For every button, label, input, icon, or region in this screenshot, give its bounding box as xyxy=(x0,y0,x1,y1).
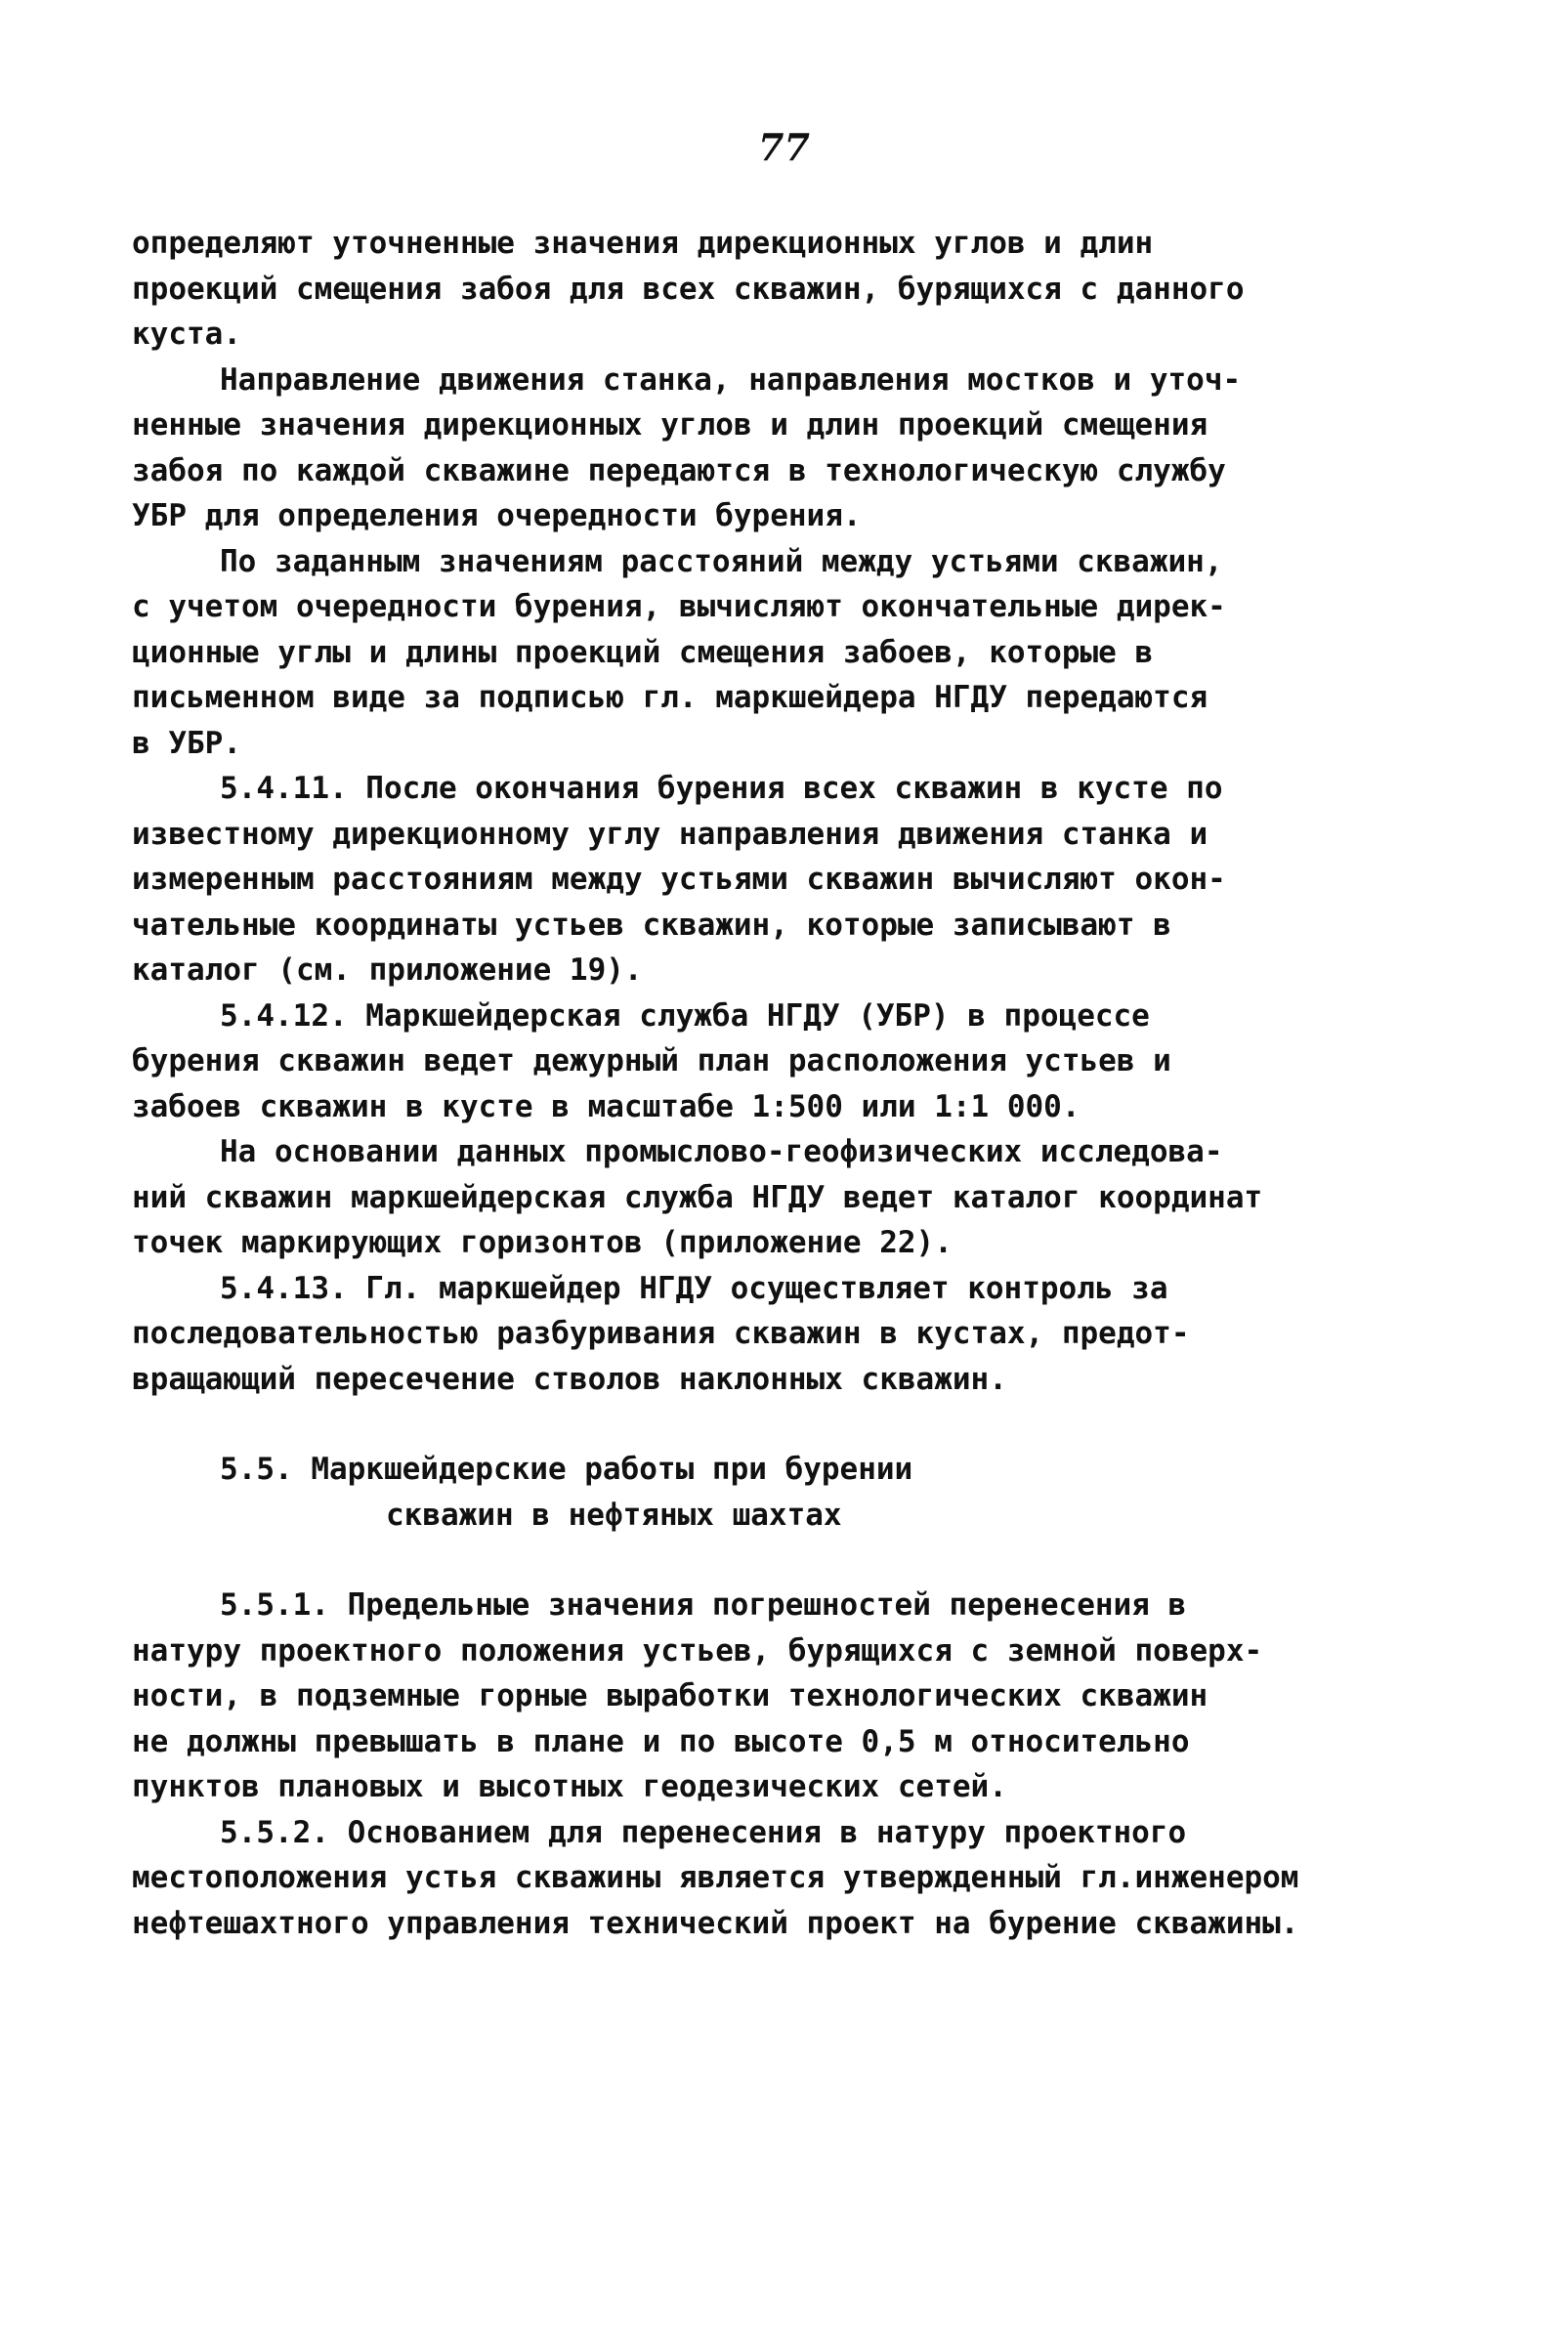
text-line: известному дирекционному углу направления движения станка и xyxy=(132,816,1208,852)
text-line: На основании данных промыслово-геофизических исследова- xyxy=(220,1134,1223,1169)
text-line: ционные углы и длины проекций смещения забоев, которые в xyxy=(132,634,1154,670)
text-line: куста. xyxy=(132,317,241,352)
text-line: забоев скважин в кусте в масштабе 1:500 или 1:1 000. xyxy=(132,1088,1081,1124)
section-heading-line-2: скважин в нефтяных шахтах xyxy=(386,1497,842,1533)
text-line: 5.4.13. Гл. маркшейдер НГДУ осуществляет контроль за xyxy=(220,1270,1168,1306)
paragraph xyxy=(132,539,1304,767)
text-line: проекций смещения забоя для всех скважин, бурящихся с данного xyxy=(132,271,1245,307)
paragraph xyxy=(132,1129,1304,1266)
text-line: точек маркирующих горизонтов (приложение 22). xyxy=(132,1225,953,1260)
text-line: вращающий пересечение стволов наклонных скважин. xyxy=(132,1361,1007,1397)
paragraph xyxy=(132,1583,1304,1810)
text-line: местоположения устья скважины является утвержденный гл.инженером xyxy=(132,1860,1299,1895)
paragraphs-after xyxy=(132,1583,1304,1946)
text-line: с учетом очередности бурения, вычисляют окончательные дирек- xyxy=(132,589,1226,624)
text-line: каталог (см. приложение 19). xyxy=(132,952,643,988)
text-line: пунктов плановых и высотных геодезических сетей. xyxy=(132,1769,1007,1804)
text-line: измеренным расстояниям между устьями скважин вычисляют окон- xyxy=(132,862,1226,897)
text-line: УБР для определения очередности бурения. xyxy=(132,498,862,533)
paragraph xyxy=(132,1266,1304,1403)
text-line: нефтешахтного управления технический проект на бурение скважины. xyxy=(132,1905,1299,1941)
paragraph xyxy=(132,993,1304,1130)
text-line: письменном виде за подписью гл. маркшейдера НГДУ передаются xyxy=(132,680,1208,715)
paragraph xyxy=(132,766,1304,993)
text-line: ненные значения дирекционных углов и длин проекций смещения xyxy=(132,407,1208,443)
page-number: 77 xyxy=(758,125,810,169)
section-heading xyxy=(132,1447,1304,1538)
text-line: забоя по каждой скважине передаются в технологическую службу xyxy=(132,452,1226,488)
section-heading-line-1: 5.5. Маркшейдерские работы при бурении xyxy=(220,1452,913,1487)
text-line: Направление движения станка, направления мостков и уточ- xyxy=(220,361,1242,398)
paragraph xyxy=(132,358,1304,539)
text-line: 5.4.12. Маркшейдерская служба НГДУ (УБР) в процессе xyxy=(220,997,1150,1034)
text-line: ний скважин маркшейдерская служба НГДУ ведет каталог координат xyxy=(132,1179,1263,1215)
paragraphs-before xyxy=(132,221,1304,1402)
body-text xyxy=(132,221,1304,1946)
text-line: не должны превышать в плане и по высоте 0,5 м относительно xyxy=(132,1723,1190,1759)
text-line: определяют уточненные значения дирекционных углов и длин xyxy=(132,226,1154,261)
paragraph xyxy=(132,221,1304,358)
text-line: последовательностью разбуривания скважин в кустах, предот- xyxy=(132,1316,1190,1351)
text-line: ности, в подземные горные выработки технологических скважин xyxy=(132,1678,1208,1713)
text-line: По заданным значениям расстояний между устьями скважин, xyxy=(220,543,1223,579)
text-line: в УБР. xyxy=(132,725,241,761)
text-line: 5.5.1. Предельные значения погрешностей перенесения в xyxy=(220,1587,1187,1623)
text-line: натуру проектного положения устьев, бурящихся с земной поверх- xyxy=(132,1632,1263,1669)
text-line: бурения скважин ведет дежурный план расположения устьев и xyxy=(132,1043,1171,1078)
text-line: 5.5.2. Основанием для перенесения в натуру проектного xyxy=(220,1814,1187,1850)
text-line: 5.4.11. После окончания бурения всех скважин в кусте по xyxy=(220,771,1223,806)
paragraph xyxy=(132,1810,1304,1947)
text-line: чательные координаты устьев скважин, которые записывают в xyxy=(132,907,1171,943)
